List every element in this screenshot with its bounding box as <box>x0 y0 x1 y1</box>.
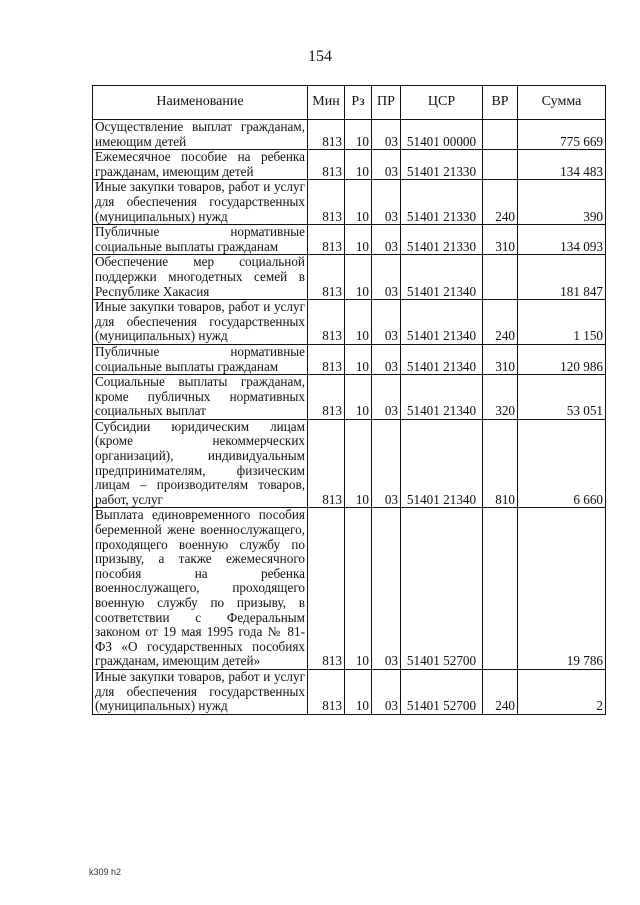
cell-name: Иные закупки товаров, работ и услуг для обеспечения государственных (муниципальных) нужд <box>93 180 308 225</box>
cell-sum: 6 660 <box>518 419 606 508</box>
table-row <box>93 180 606 225</box>
cell-vr: 810 <box>483 419 518 508</box>
cell-rz: 10 <box>345 300 372 345</box>
table-header-row <box>93 86 606 120</box>
cell-csr: 51401 00000 <box>401 120 483 150</box>
cell-rz: 10 <box>345 180 372 225</box>
cell-min: 813 <box>308 344 345 374</box>
cell-pr: 03 <box>372 508 401 670</box>
cell-sum: 134 483 <box>518 150 606 180</box>
table-row <box>93 225 606 255</box>
header-min: Мин <box>308 86 345 120</box>
cell-min: 813 <box>308 375 345 420</box>
cell-vr: 310 <box>483 225 518 255</box>
cell-pr: 03 <box>372 344 401 374</box>
cell-csr: 51401 21340 <box>401 255 483 300</box>
header-sum: Сумма <box>518 86 606 120</box>
cell-rz: 10 <box>345 255 372 300</box>
cell-vr: 240 <box>483 300 518 345</box>
cell-sum: 19 786 <box>518 508 606 670</box>
cell-rz: 10 <box>345 669 372 714</box>
cell-rz: 10 <box>345 120 372 150</box>
cell-rz: 10 <box>345 508 372 670</box>
cell-min: 813 <box>308 669 345 714</box>
cell-vr <box>483 508 518 670</box>
cell-sum: 120 986 <box>518 344 606 374</box>
cell-csr: 51401 21330 <box>401 225 483 255</box>
cell-csr: 51401 21330 <box>401 180 483 225</box>
cell-sum: 2 <box>518 669 606 714</box>
cell-name: Публичные нормативные социальные выплаты гражданам <box>93 344 308 374</box>
cell-rz: 10 <box>345 344 372 374</box>
cell-name: Социальные выплаты гражданам, кроме публичных нормативных социальных выплат <box>93 375 308 420</box>
cell-sum: 775 669 <box>518 120 606 150</box>
cell-min: 813 <box>308 419 345 508</box>
table-row <box>93 669 606 714</box>
table-row <box>93 508 606 670</box>
cell-name: Иные закупки товаров, работ и услуг для обеспечения государственных (муниципальных) нужд <box>93 300 308 345</box>
cell-csr: 51401 21340 <box>401 375 483 420</box>
table-row <box>93 300 606 345</box>
cell-name: Осуществление выплат гражданам, имеющим детей <box>93 120 308 150</box>
budget-table <box>92 85 606 715</box>
cell-csr: 51401 21340 <box>401 419 483 508</box>
header-vr: ВР <box>483 86 518 120</box>
cell-name: Субсидии юридическим лицам (кроме некоммерческих организаций), индивидуальным предпринимателям, физическим лицам – производителям товаров, работ, услуг <box>93 419 308 508</box>
cell-sum: 134 093 <box>518 225 606 255</box>
footer-code: k309 h2 <box>89 867 122 877</box>
cell-pr: 03 <box>372 419 401 508</box>
cell-csr: 51401 52700 <box>401 508 483 670</box>
cell-min: 813 <box>308 255 345 300</box>
cell-name: Ежемесячное пособие на ребенка гражданам, имеющим детей <box>93 150 308 180</box>
cell-name: Обеспечение мер социальной поддержки многодетных семей в Республике Хакасия <box>93 255 308 300</box>
cell-vr: 310 <box>483 344 518 374</box>
cell-min: 813 <box>308 225 345 255</box>
cell-pr: 03 <box>372 180 401 225</box>
cell-vr <box>483 255 518 300</box>
table-body <box>93 120 606 715</box>
cell-min: 813 <box>308 508 345 670</box>
cell-pr: 03 <box>372 120 401 150</box>
cell-rz: 10 <box>345 375 372 420</box>
cell-sum: 1 150 <box>518 300 606 345</box>
table-row <box>93 255 606 300</box>
header-csr: ЦСР <box>401 86 483 120</box>
cell-csr: 51401 21330 <box>401 150 483 180</box>
cell-pr: 03 <box>372 375 401 420</box>
cell-vr <box>483 120 518 150</box>
cell-rz: 10 <box>345 225 372 255</box>
cell-rz: 10 <box>345 419 372 508</box>
cell-name: Публичные нормативные социальные выплаты гражданам <box>93 225 308 255</box>
cell-csr: 51401 21340 <box>401 344 483 374</box>
cell-min: 813 <box>308 180 345 225</box>
cell-vr: 240 <box>483 669 518 714</box>
cell-sum: 390 <box>518 180 606 225</box>
cell-pr: 03 <box>372 150 401 180</box>
page-number: 154 <box>308 48 332 65</box>
cell-vr <box>483 150 518 180</box>
cell-rz: 10 <box>345 150 372 180</box>
cell-pr: 03 <box>372 225 401 255</box>
cell-sum: 53 051 <box>518 375 606 420</box>
header-name: Наименование <box>93 86 308 120</box>
cell-sum: 181 847 <box>518 255 606 300</box>
cell-pr: 03 <box>372 300 401 345</box>
cell-name: Выплата единовременного пособия беременной жене военнослужащего, проходящего военную службу по призыву, а также ежемесячного пособия на ребенка военнослужащего, проходящего военную службу по призыву, в соответствии с Федеральным законом от 19 мая 1995 года № 81-ФЗ «О государственных пособиях гражданам, имеющим детей» <box>93 508 308 670</box>
header-rz: Рз <box>345 86 372 120</box>
table-row <box>93 120 606 150</box>
cell-vr: 240 <box>483 180 518 225</box>
table-row <box>93 419 606 508</box>
cell-min: 813 <box>308 300 345 345</box>
cell-name: Иные закупки товаров, работ и услуг для обеспечения государственных (муниципальных) нужд <box>93 669 308 714</box>
cell-pr: 03 <box>372 255 401 300</box>
table-row <box>93 344 606 374</box>
cell-min: 813 <box>308 120 345 150</box>
header-pr: ПР <box>372 86 401 120</box>
table-row <box>93 150 606 180</box>
cell-pr: 03 <box>372 669 401 714</box>
cell-min: 813 <box>308 150 345 180</box>
cell-vr: 320 <box>483 375 518 420</box>
table-row <box>93 375 606 420</box>
cell-csr: 51401 52700 <box>401 669 483 714</box>
cell-csr: 51401 21340 <box>401 300 483 345</box>
